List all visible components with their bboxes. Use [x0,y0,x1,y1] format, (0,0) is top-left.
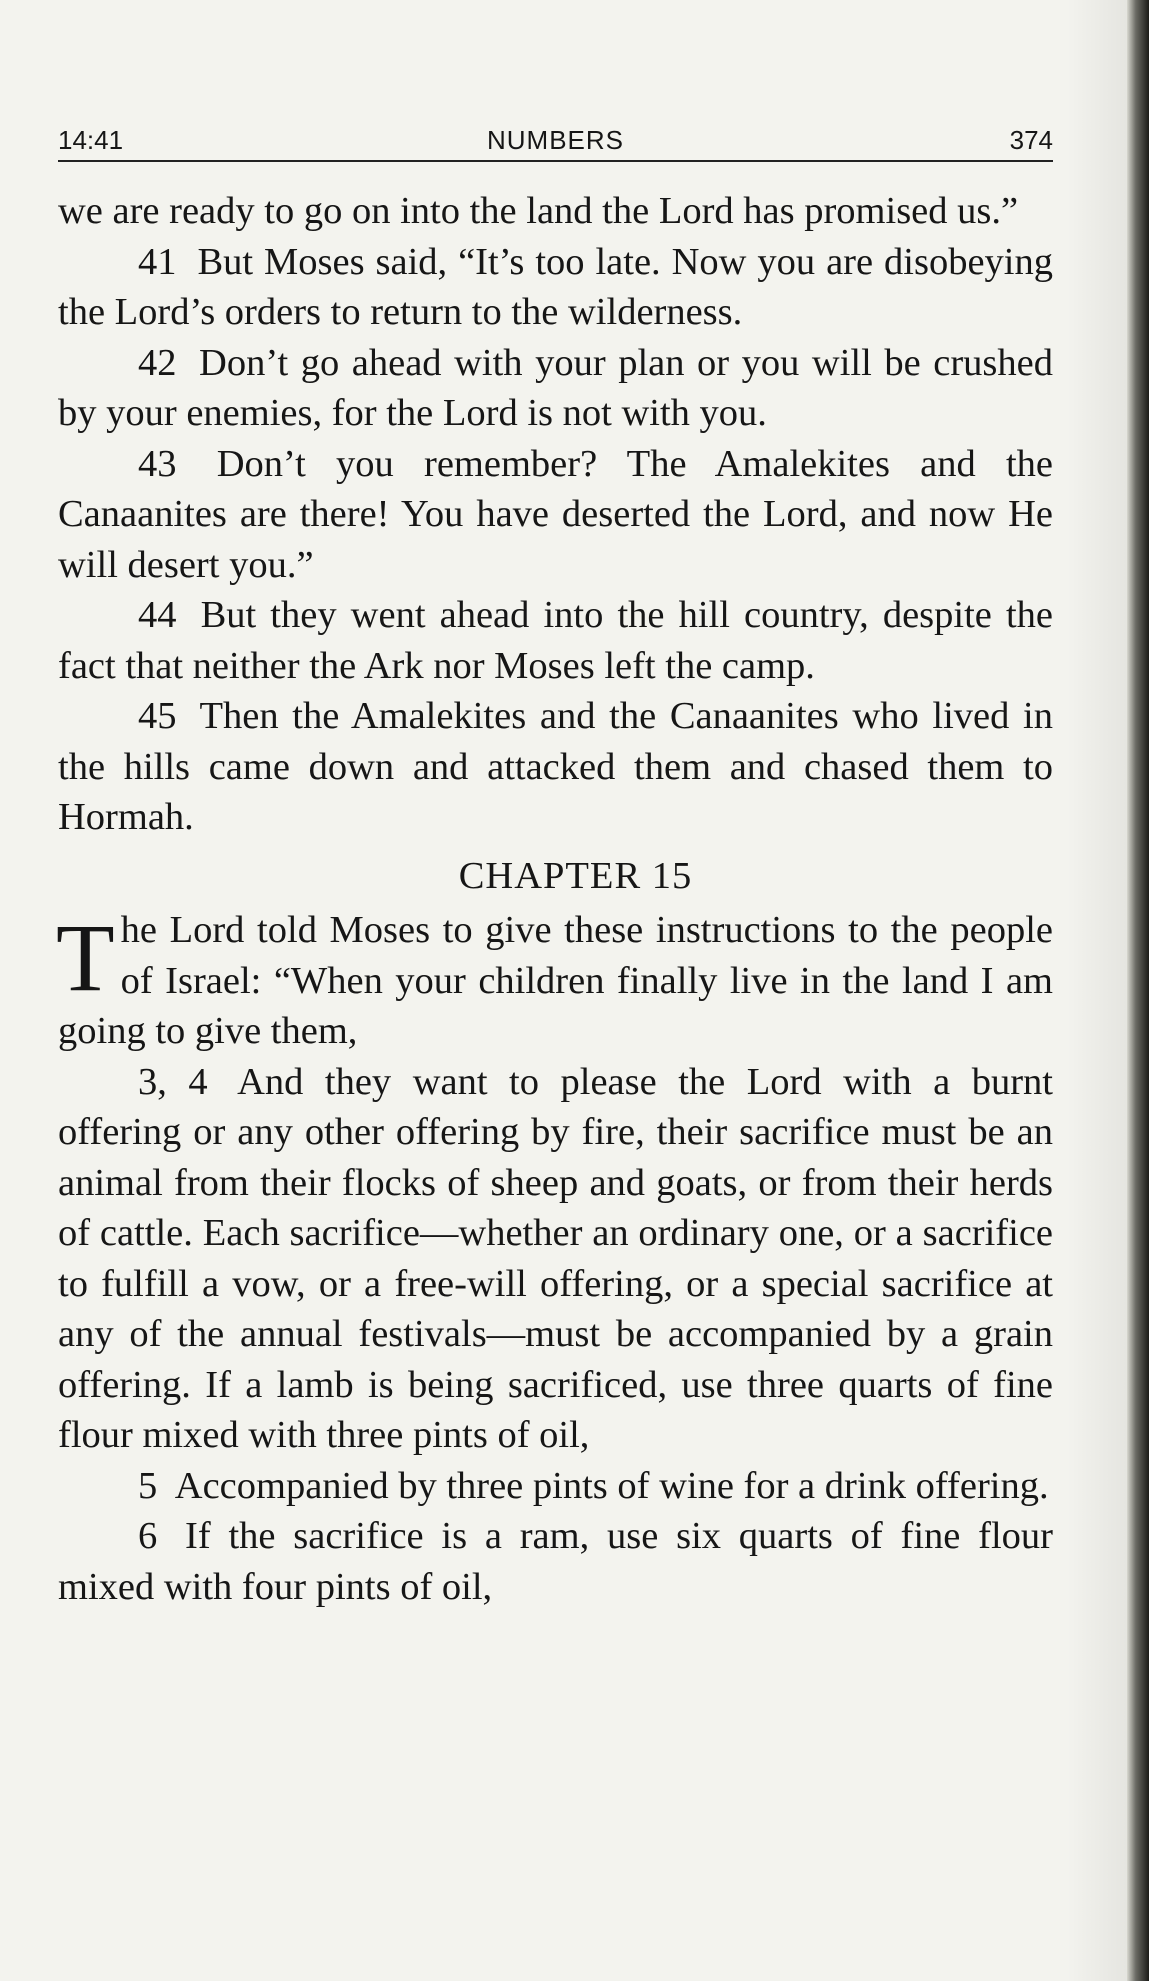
verse-5 [58,1461,1053,1512]
verse-number: 6 [138,1515,158,1557]
verse-text: But Moses said, “It’s too late. Now you are disobeying the Lord’s orders to return to the wilderness. [58,240,1053,333]
verse-number: 41 [138,240,177,283]
header-reference: 14:41 [58,125,124,155]
verse-text: Don’t you remember? The Amalekites and the Canaanites are there! You have deserted the Lord, and now He will desert you.” [58,442,1053,586]
verse-42 [58,338,1053,439]
verse-number: 5 [138,1464,158,1507]
continuation-paragraph: we are ready to go on into the land the Lord has promised us.” [58,190,1019,232]
page-gutter-shadow [1067,0,1127,1981]
header-book-title: NUMBERS [486,125,624,155]
verse-text: If the sacrifice is a ram, use six quarts of fine flour mixed with four pints of oil, [58,1515,1053,1608]
page-binding-edge [1127,0,1149,1981]
verse-number: 42 [138,341,177,384]
header-page-number: 374 [1009,125,1053,155]
drop-cap-letter: T [56,904,115,1011]
verse-44 [58,590,1053,691]
verse-text: Don’t go ahead with your plan or you will be crushed by your enemies, for the Lord is not with you. [58,341,1053,434]
running-header [58,122,1053,162]
verse-text: Then the Amalekites and the Canaanites who lived in the hills came down and attacked them and chased them to Hormah. [58,695,1053,838]
chapter-intro-paragraph [58,905,1053,1057]
verse-text: And they want to please the Lord with a burnt offering or any other offering by fire, their sacrifice must be an animal from their flocks of sheep and goats, or from their herds of cattle. Each sacrifice—whether an ordinary one, or a sacrifice to fulfill a vow, or a free-will offering, or a special sacrifice at any of the annual festivals—must be accompanied by a grain offering. If a lamb is being sacrificed, use three quarts of fine flour mixed with three pints of oil, [58,1060,1053,1456]
verse-45 [58,691,1053,843]
verse-number: 43 [138,442,177,485]
verse-41 [58,237,1053,338]
verse-6 [58,1511,1053,1612]
verse-43 [58,439,1053,591]
verse-3-4 [58,1057,1053,1461]
verse-number: 3, 4 [138,1060,208,1103]
chapter-intro-text: he Lord told Moses to give these instructions to the people of Israel: “When your children finally live in the land I am going to give them, [58,909,1053,1052]
verse-number: 44 [138,594,177,636]
chapter-heading: CHAPTER 15 [458,854,693,897]
verse-number: 45 [138,695,177,737]
page-body [58,186,1053,1612]
verse-text: But they went ahead into the hill country, despite the fact that neither the Ark nor Moses left the camp. [58,594,1053,687]
verse-text: Accompanied by three pints of wine for a drink offering. [174,1464,1049,1507]
